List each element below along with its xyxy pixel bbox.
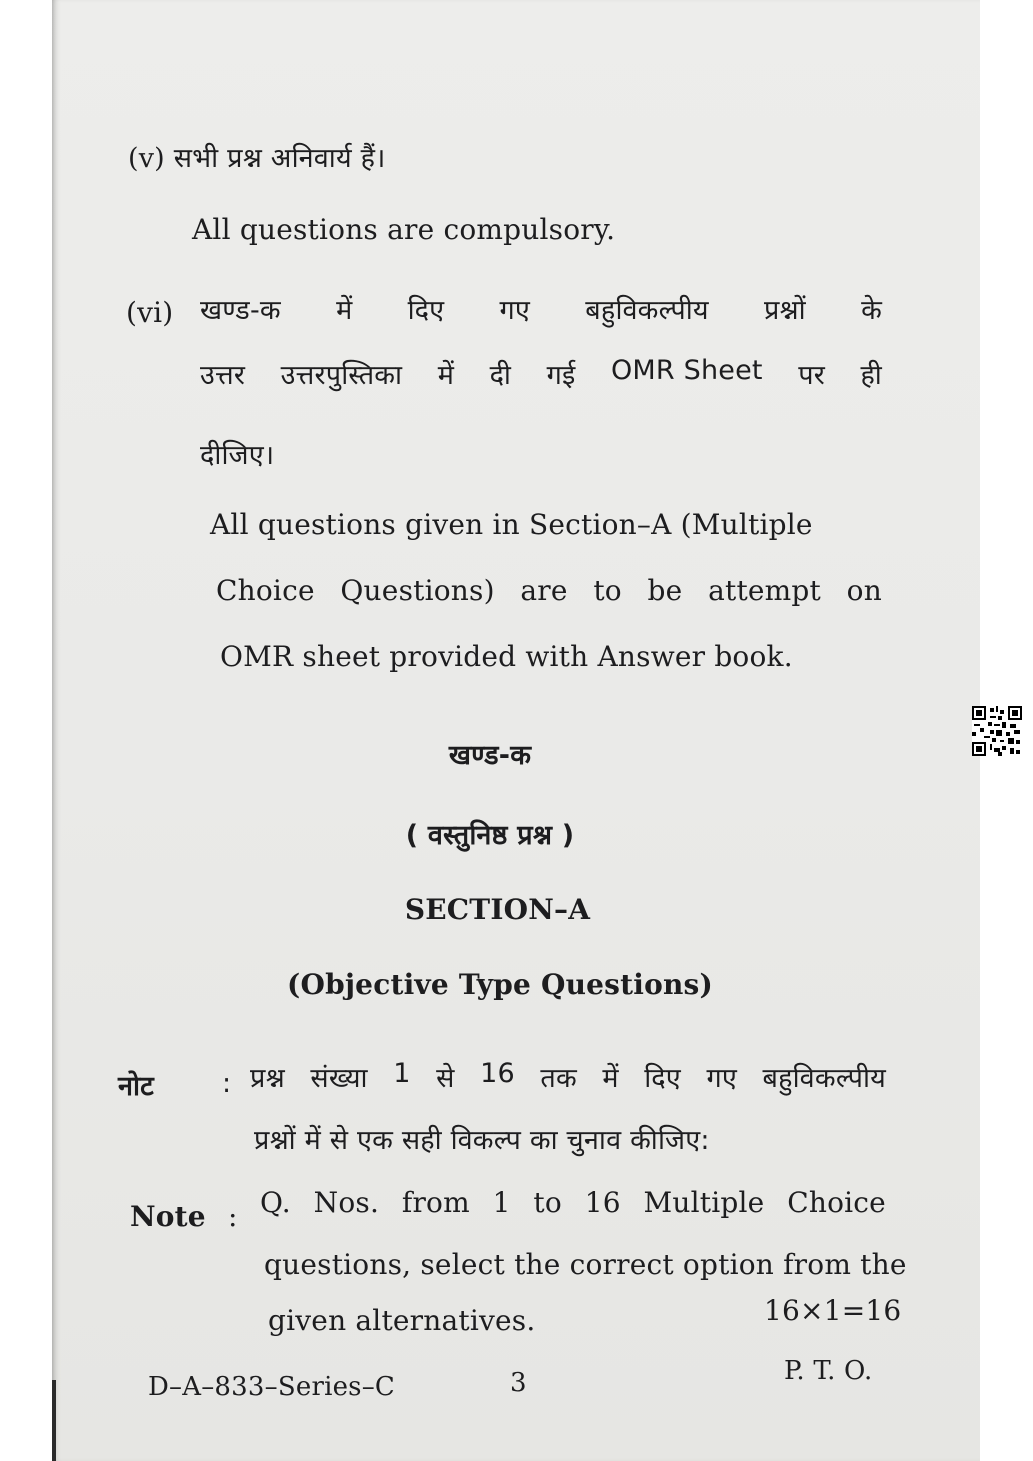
instruction-vi-hindi-line1 (200, 290, 882, 327)
note-word: Nos. (313, 1186, 380, 1219)
note-word: प्रश्न (250, 1063, 285, 1094)
note-word: संख्या (310, 1063, 368, 1094)
instruction-word: be (647, 574, 683, 607)
instruction-vi-english-line2 (216, 574, 882, 607)
note-english-line1 (260, 1186, 886, 1219)
note-word: से (436, 1063, 455, 1094)
note-word: 1 (393, 1058, 411, 1089)
qr-code-icon (972, 706, 1022, 756)
note-word: बहुविकल्पीय (762, 1063, 886, 1094)
instruction-word: प्रश्नों (763, 295, 806, 326)
instruction-word: on (846, 574, 882, 607)
instruction-v-hindi-text: सभी प्रश्न अनिवार्य हैं। (173, 143, 386, 174)
instruction-v-marker: (v) (128, 143, 165, 174)
instruction-word: खण्ड-क (200, 295, 281, 326)
section-hindi-title: खण्ड-क (448, 740, 532, 771)
instruction-word: ही (860, 360, 882, 391)
note-english-colon: : (228, 1200, 238, 1233)
footer-paper-code: D–A–833–Series–C (148, 1372, 396, 1402)
note-word: 16 (584, 1186, 621, 1219)
note-hindi-line1 (250, 1058, 886, 1095)
note-english-label: Note (130, 1200, 206, 1233)
instruction-word: में (437, 360, 455, 391)
paper-edge-shadow (52, 1380, 56, 1461)
instruction-word: Choice (216, 574, 315, 607)
instruction-vi-hindi-line3: दीजिए। (200, 440, 275, 471)
instruction-word: to (593, 574, 622, 607)
instruction-word: Questions) (340, 574, 495, 607)
section-hindi-subtitle: ( वस्तुनिष्ठ प्रश्न ) (405, 820, 575, 851)
note-word: 1 (492, 1186, 511, 1219)
note-hindi-line2: प्रश्नों में से एक सही विकल्प का चुनाव कीजिए: (254, 1125, 710, 1156)
footer-page-number: 3 (510, 1368, 527, 1398)
instruction-word: पर (798, 360, 825, 391)
note-english-line3: given alternatives. (268, 1304, 536, 1337)
section-english-title: SECTION–A (404, 893, 591, 926)
note-word: Choice (787, 1186, 886, 1219)
instruction-word: में (336, 295, 353, 326)
instruction-word: are (520, 574, 568, 607)
note-word: में (602, 1063, 619, 1094)
instruction-word: OMR Sheet (610, 355, 763, 386)
instruction-word: उत्तरपुस्तिका (280, 360, 403, 391)
instruction-word: बहुविकल्पीय (585, 295, 709, 326)
instruction-vi-english-line1: All questions given in Section–A (Multiple (210, 508, 813, 541)
note-word: Multiple (643, 1186, 765, 1219)
instruction-vi-hindi-line2 (200, 355, 882, 392)
note-english-marks: 16×1=16 (764, 1294, 902, 1327)
section-english-subtitle: (Objective Type Questions) (287, 968, 713, 1001)
note-word: 16 (480, 1058, 515, 1089)
instruction-v-hindi (128, 138, 386, 175)
instruction-word: गई (546, 360, 576, 391)
instruction-word: attempt (708, 574, 821, 607)
note-word: तक (540, 1063, 577, 1094)
instruction-word: उत्तर (200, 360, 246, 391)
instruction-word: दिए (407, 295, 445, 326)
note-word: to (533, 1186, 562, 1219)
note-english-line2: questions, select the correct option from the (264, 1248, 907, 1281)
instruction-vi-english-line3: OMR sheet provided with Answer book. (220, 640, 793, 673)
note-word: दिए (644, 1063, 681, 1094)
note-word: गए (706, 1063, 738, 1094)
note-hindi-colon: : (222, 1068, 232, 1099)
instruction-word: गए (499, 295, 531, 326)
instruction-word: दी (489, 360, 512, 391)
note-hindi-label: नोट (118, 1071, 154, 1102)
instruction-word: के (861, 295, 882, 326)
instruction-vi-marker: (vi) (126, 296, 174, 329)
footer-pto: P. T. O. (784, 1356, 873, 1386)
note-word: Q. (260, 1186, 291, 1219)
instruction-v-english: All questions are compulsory. (192, 213, 616, 246)
note-word: from (401, 1186, 470, 1219)
